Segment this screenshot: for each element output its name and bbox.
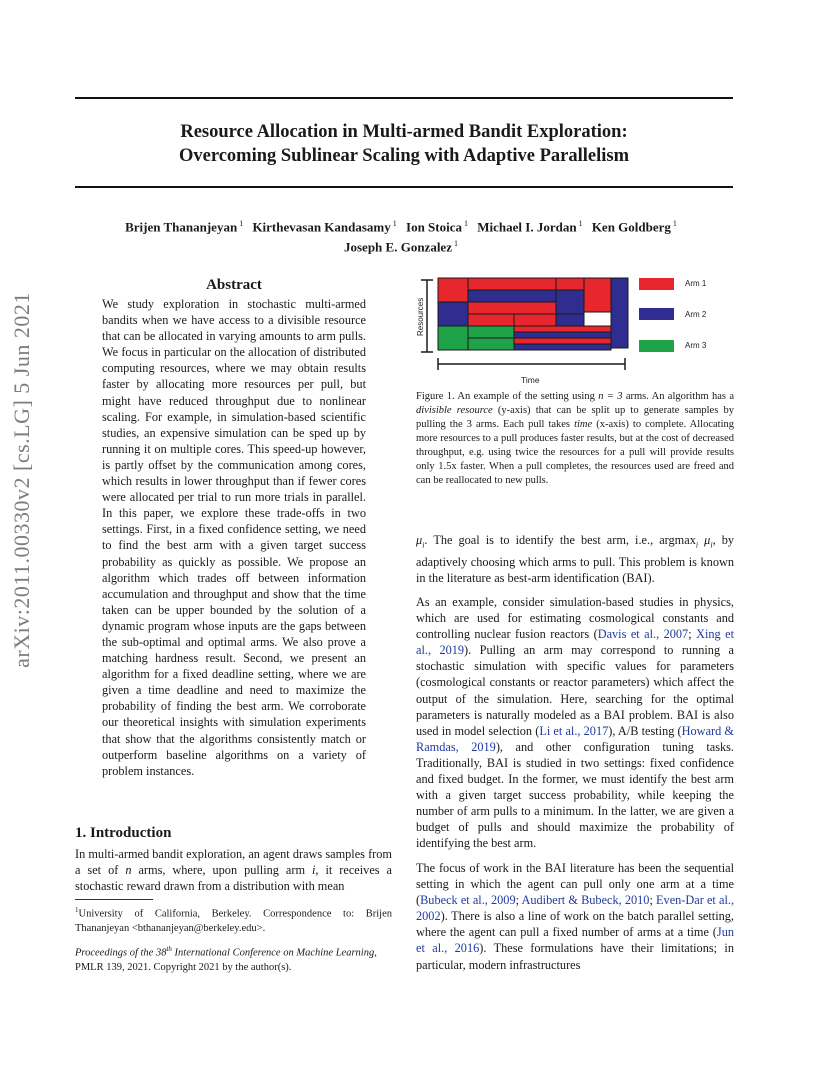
arm2-pull-block: [438, 302, 468, 326]
introduction-heading: 1. Introduction: [75, 825, 172, 841]
right-paragraph-2: As an example, consider simulation-based studies in physics, which are used for estimating cosmological constants and controlling nuclear fusion reactors (Davis et al., 2007; Xing et al., 2019). Pulling an arm may correspond to running a stochastic simulation with specific values for parameters (cosmological constants or reactor parameters) which affect the output of the simulation. Here, searching for the optimal parameters is naturally modeled as a BAI problem. BAI is also used in model selection (Li et al., 2017), A/B testing (Howard & Ramdas, 2019), and other configuration tuning tasks. Traditionally, BAI is studied in two settings: fixed confidence and fixed budget. In the former, we must identify the best arm with a given target success probability, while keeping the number of arm pulls to a minimum. In the latter, we are given a budget of pulls and should maximize the probability of identifying the best arm.: [416, 595, 735, 851]
figure-1: [413, 270, 735, 388]
author-name: Brijen Thananjeyan: [125, 219, 238, 235]
citation-link[interactable]: Xing et al., 2019: [416, 627, 735, 658]
author-name: Ion Stoica: [406, 219, 462, 235]
legend-swatch-arm3: [639, 340, 674, 352]
arm2-pull-block: [514, 332, 611, 338]
citation-link[interactable]: Davis et al., 2007: [597, 627, 689, 642]
paper-title: [75, 120, 733, 168]
arm2-pull-block: [556, 290, 584, 314]
y-axis-label: Resources: [416, 297, 425, 336]
arm1-pull-block: [438, 278, 468, 302]
bottom-title-rule: [75, 186, 733, 188]
title-line-2: Overcoming Sublinear Scaling with Adaptive Parallelism: [178, 146, 630, 166]
figure-1-caption: Figure 1. An example of the setting using n = 3 arms. An algorithm has a divisible resource (y-axis) that can be split up to generate samples by pulling the 3 arms. Each pull takes time (x-axis) to complete. Allocating more resources to a pull produces faster results, but at the cost of decreased throughput, e.g. using twice the resources for a pull will provide results only 1.5x faster. When a pull completes, the resources used are freed and can be reallocated to new pulls.: [416, 391, 735, 486]
author-name: Ken Goldberg: [591, 219, 671, 235]
arm2-pull-block: [468, 290, 556, 302]
legend-swatch-arm1: [639, 278, 674, 290]
affiliation-footnote: $^1$University of California, Berkeley. Correspondence to: Brijen Thananjeyan <bthananjeyan@berkeley.edu>.: [75, 906, 392, 934]
citation-link[interactable]: Even-Dar et al., 2002: [416, 893, 735, 924]
arm3-pull-block: [438, 326, 468, 350]
title-line-1: Resource Allocation in Multi-armed Bandit Exploration:: [180, 122, 628, 142]
x-axis-label: Time: [521, 375, 540, 385]
footnote-mark: 1: [75, 906, 79, 914]
arm1-pull-block: [514, 314, 556, 326]
author-name: Kirthevasan Kandasamy: [252, 219, 391, 235]
arm1-pull-block: [468, 302, 556, 314]
right-paragraph-3: The focus of work in the BAI literature has been the sequential setting in which the agent can pull only one arm at a time (Bubeck et al., 2009; Audibert & Bubeck, 2010; Even-Dar et al., 2002). There is also a line of work on the batch parallel setting, where the agent can pull a fixed number of arms at a time (Jun et al., 2016). These formulations have their limitations; in particular, modern infrastructures: [416, 861, 735, 972]
legend-swatch-arm2: [639, 308, 674, 320]
citation-link[interactable]: Bubeck et al., 2009: [420, 893, 516, 908]
intro-paragraph: In multi-armed bandit exploration, an agent draws samples from a set of n arms, where, upon pulling arm i, it receives a stochastic reward drawn from a distribution with mean: [75, 847, 393, 894]
arm1-pull-block: [584, 278, 611, 312]
math-i: i: [312, 863, 316, 878]
arm1-pull-block: [468, 314, 514, 326]
citation-link[interactable]: Audibert & Bubeck, 2010: [521, 893, 650, 908]
legend-label-arm3: Arm 3: [685, 341, 707, 350]
legend-label-arm1: Arm 1: [685, 279, 707, 288]
affiliation-mark: 1: [392, 219, 397, 228]
affiliation-mark: 1: [464, 219, 468, 228]
arm2-pull-block: [556, 314, 584, 326]
abstract-heading: Abstract: [206, 277, 262, 293]
top-rule: [75, 97, 733, 99]
citation-link[interactable]: Howard & Ramdas, 2019: [416, 723, 734, 754]
legend-label-arm2: Arm 2: [685, 310, 707, 319]
affiliation-mark: 1: [239, 219, 244, 228]
arm2-pull-block: [611, 278, 628, 348]
arm3-pull-block: [468, 326, 514, 338]
arm1-pull-block: [514, 338, 611, 344]
arm2-pull-block: [514, 344, 611, 350]
author-list: [75, 215, 733, 256]
citation-link[interactable]: Li et al., 2017: [539, 723, 609, 738]
author-name: Joseph E. Gonzalez: [344, 239, 452, 255]
arm1-pull-block: [468, 278, 556, 290]
arxiv-identifier: arXiv:2011.00330v2 [cs.LG] 5 Jun 2021: [9, 292, 34, 668]
abstract-text: We study exploration in stochastic multi-armed bandits when we have access to a divisible resource that can be allocated in varying amounts to arm pulls. We focus in particular on the allocation of distributed computing resources, where we may obtain results faster by allocating more resources per pull, but might have reduced throughput due to nonlinear scaling. For example, in simulation-based scientific studies, an expensive simulation can be sped up by running it on multiple cores. This speed-up however, is partly offset by the communication among cores, which results in lower throughput than if fewer cores were allocated per trial to run more trials in parallel. In this paper, we explore these trade-offs in two settings. First, in a fixed confidence setting, we need to find the best arm with a given target success probability as quickly as possible. We propose an algorithm which trades off between information accumulation and throughput and show that the time taken can be upper bounded by the solution of a dynamic program whose inputs are the gaps between the sub-optimal and optimal arms. We also prove a matching hardness result. Second, we present an algorithm for a fixed deadline setting, where we are given a time deadline and need to maximize the probability of finding the best arm. We corroborate our theoretical insights with simulation experiments that show that the algorithms consistently match or outperform baseline algorithms on a variety of problem instances.: [102, 297, 366, 778]
arm3-pull-block: [468, 338, 514, 350]
footnote-rule: [75, 899, 153, 900]
arm1-pull-block: [514, 326, 611, 332]
citation-link[interactable]: Jun et al., 2016: [416, 925, 734, 956]
right-paragraph-1: $\mu_i$. The goal is to identify the best arm, i.e., argmax$_i$ $\mu_i$, by adaptively choosing which arms to pull. This problem is known in the literature as best-arm identification (BAI).: [416, 533, 734, 585]
affiliation-mark: 1: [672, 219, 677, 228]
author-name: Michael I. Jordan: [477, 219, 577, 235]
caption-label: Figure 1.: [416, 391, 455, 402]
affiliation-mark: 1: [578, 219, 583, 228]
affiliation-mark: 1: [453, 239, 458, 249]
proceedings-note: Proceedings of the 38th International Conference on Machine Learning, PMLR 139, 2021. Copyright 2021 by the author(s).: [75, 945, 377, 973]
math-n: n: [125, 863, 132, 878]
